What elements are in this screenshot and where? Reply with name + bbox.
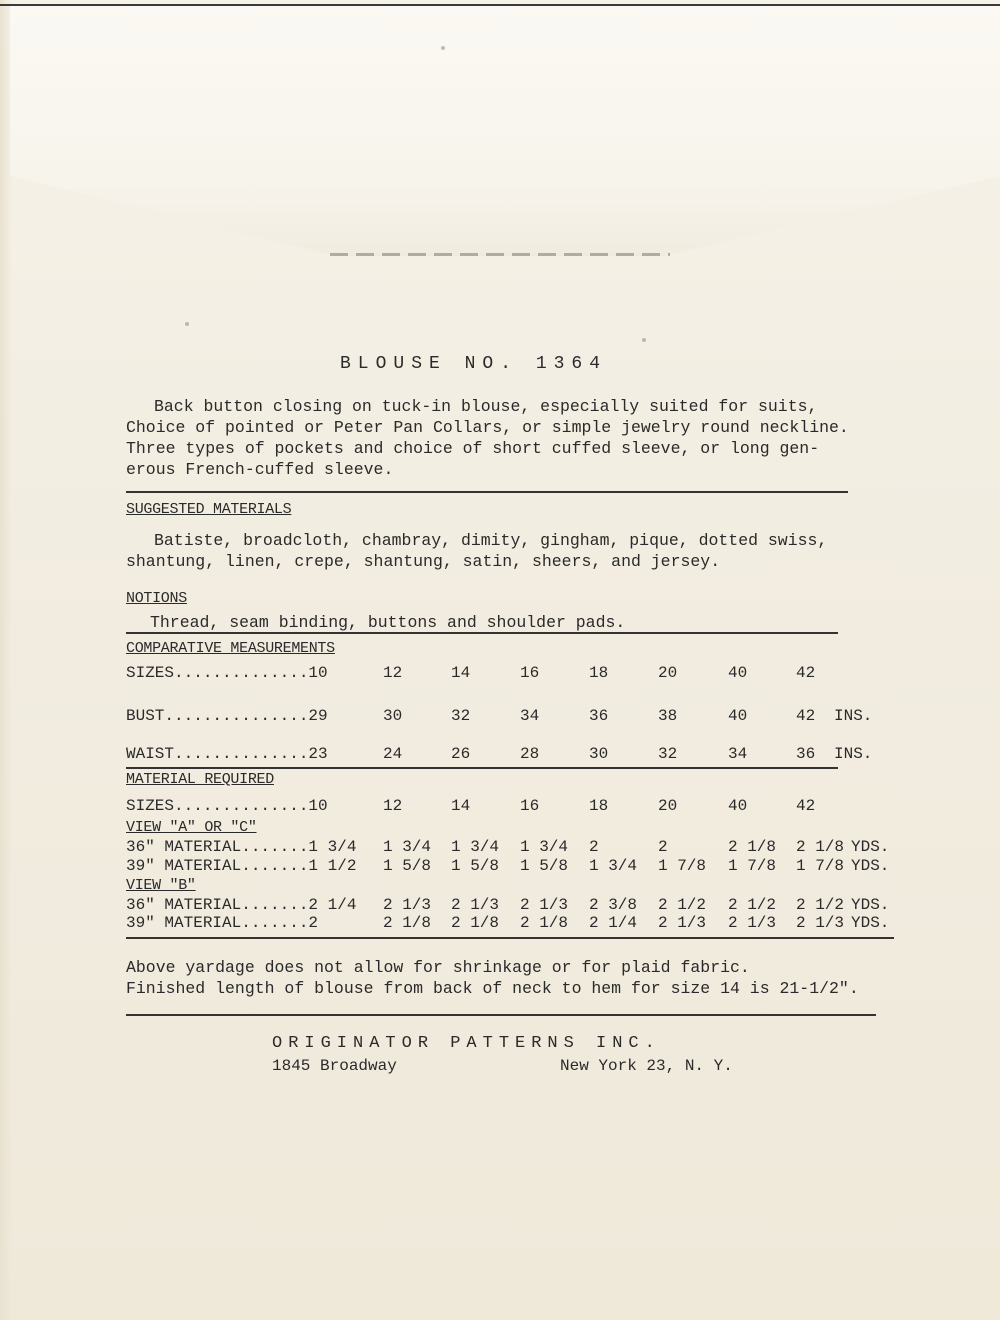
size-value: 16 bbox=[520, 664, 540, 682]
bust-value: 40 bbox=[728, 707, 748, 725]
waist-value: 36 bbox=[796, 745, 816, 763]
divider bbox=[126, 632, 838, 634]
yardage-value: 1 7/8 bbox=[658, 857, 707, 875]
view-ac-36-label: 36" MATERIAL.......1 3/4 bbox=[126, 838, 357, 856]
notions-text: Thread, seam binding, buttons and shoulder pads. bbox=[150, 613, 626, 632]
yardage-value: 1 3/4 bbox=[383, 838, 432, 856]
yardage-unit: YDS. bbox=[851, 857, 890, 875]
view-b-36-label: 36" MATERIAL.......2 1/4 bbox=[126, 896, 357, 914]
divider bbox=[126, 1014, 876, 1016]
size-value: 40 bbox=[728, 797, 748, 815]
size-value: 18 bbox=[589, 797, 609, 815]
bust-value: 38 bbox=[658, 707, 678, 725]
materials-line-2: shantung, linen, crepe, shantung, satin, sheers, and jersey. bbox=[126, 552, 721, 571]
yardage-value: 2 1/3 bbox=[796, 914, 845, 932]
notions-heading: NOTIONS bbox=[126, 590, 187, 607]
description-line-1: Back button closing on tuck-in blouse, especially suited for suits, bbox=[154, 397, 818, 416]
yardage-value: 1 7/8 bbox=[728, 857, 777, 875]
comparative-measurements-heading: COMPARATIVE MEASUREMENTS bbox=[126, 640, 335, 657]
waist-unit: INS. bbox=[834, 745, 873, 763]
envelope-flap bbox=[10, 6, 1000, 256]
size-value: 20 bbox=[658, 664, 678, 682]
yardage-value: 2 1/8 bbox=[520, 914, 569, 932]
top-edge-line bbox=[0, 4, 1000, 6]
paper-speck bbox=[441, 46, 445, 50]
description-line-4: erous French-cuffed sleeve. bbox=[126, 460, 394, 479]
yardage-value: 1 5/8 bbox=[383, 857, 432, 875]
materials-line-1: Batiste, broadcloth, chambray, dimity, gingham, pique, dotted swiss, bbox=[154, 531, 828, 550]
divider bbox=[126, 491, 848, 493]
waist-value: 28 bbox=[520, 745, 540, 763]
sizes-label: SIZES..............10 bbox=[126, 664, 328, 682]
paper-speck bbox=[185, 322, 189, 326]
bust-value: 30 bbox=[383, 707, 403, 725]
waist-label: WAIST..............23 bbox=[126, 745, 328, 763]
yardage-value: 2 1/8 bbox=[383, 914, 432, 932]
yardage-value: 2 1/2 bbox=[728, 896, 777, 914]
bust-value: 36 bbox=[589, 707, 609, 725]
yardage-value: 1 3/4 bbox=[589, 857, 638, 875]
description-line-3: Three types of pockets and choice of short cuffed sleeve, or long gen- bbox=[126, 439, 820, 458]
bust-value: 32 bbox=[451, 707, 471, 725]
company-name: ORIGINATOR PATTERNS INC. bbox=[272, 1034, 661, 1053]
description-line-2: Choice of pointed or Peter Pan Collars, or simple jewelry round neckline. bbox=[126, 418, 849, 437]
bust-value: 42 bbox=[796, 707, 816, 725]
divider bbox=[126, 937, 894, 939]
view-ac-39-label: 39" MATERIAL.......1 1/2 bbox=[126, 857, 357, 875]
suggested-materials-heading: SUGGESTED MATERIALS bbox=[126, 501, 292, 518]
yardage-value: 2 1/8 bbox=[728, 838, 777, 856]
size-value: 42 bbox=[796, 664, 816, 682]
yardage-value: 2 1/4 bbox=[589, 914, 638, 932]
note-shrinkage: Above yardage does not allow for shrinkage or for plaid fabric. bbox=[126, 958, 750, 977]
waist-value: 34 bbox=[728, 745, 748, 763]
note-finished-length: Finished length of blouse from back of neck to hem for size 14 is 21-1/2". bbox=[126, 979, 859, 998]
yardage-value: 2 1/8 bbox=[796, 838, 845, 856]
yardage-value: 2 1/3 bbox=[520, 896, 569, 914]
yardage-unit: YDS. bbox=[851, 914, 890, 932]
view-b-39-label: 39" MATERIAL.......2 bbox=[126, 914, 319, 932]
yardage-value: 2 3/8 bbox=[589, 896, 638, 914]
waist-value: 30 bbox=[589, 745, 609, 763]
size-value: 40 bbox=[728, 664, 748, 682]
yardage-value: 2 bbox=[589, 838, 599, 856]
view-a-or-c-heading: VIEW "A" OR "C" bbox=[126, 819, 257, 836]
yardage-value: 2 1/8 bbox=[451, 914, 500, 932]
size-value: 18 bbox=[589, 664, 609, 682]
edge-shadow bbox=[0, 0, 12, 1320]
view-b-heading: VIEW "B" bbox=[126, 877, 196, 894]
yardage-unit: YDS. bbox=[851, 838, 890, 856]
yardage-value: 2 1/2 bbox=[796, 896, 845, 914]
yardage-value: 2 1/3 bbox=[658, 914, 707, 932]
yardage-value: 1 5/8 bbox=[520, 857, 569, 875]
yardage-value: 1 3/4 bbox=[451, 838, 500, 856]
bust-value: 34 bbox=[520, 707, 540, 725]
company-street: 1845 Broadway bbox=[272, 1057, 397, 1075]
size-value: 42 bbox=[796, 797, 816, 815]
yardage-value: 2 1/3 bbox=[728, 914, 777, 932]
yardage-value: 2 1/2 bbox=[658, 896, 707, 914]
paper-speck bbox=[642, 338, 646, 342]
company-city: New York 23, N. Y. bbox=[560, 1057, 733, 1075]
size-value: 14 bbox=[451, 664, 471, 682]
yardage-value: 2 bbox=[658, 838, 668, 856]
flap-tape-mark bbox=[330, 253, 670, 256]
yardage-value: 1 5/8 bbox=[451, 857, 500, 875]
sizes-label: SIZES..............10 bbox=[126, 797, 328, 815]
waist-value: 24 bbox=[383, 745, 403, 763]
size-value: 16 bbox=[520, 797, 540, 815]
yardage-value: 2 1/3 bbox=[451, 896, 500, 914]
waist-value: 26 bbox=[451, 745, 471, 763]
yardage-value: 2 1/3 bbox=[383, 896, 432, 914]
size-value: 12 bbox=[383, 797, 403, 815]
yardage-value: 1 3/4 bbox=[520, 838, 569, 856]
yardage-value: 1 7/8 bbox=[796, 857, 845, 875]
material-required-heading: MATERIAL REQUIRED bbox=[126, 771, 274, 788]
bust-label: BUST...............29 bbox=[126, 707, 328, 725]
size-value: 12 bbox=[383, 664, 403, 682]
waist-value: 32 bbox=[658, 745, 678, 763]
yardage-unit: YDS. bbox=[851, 896, 890, 914]
size-value: 20 bbox=[658, 797, 678, 815]
bust-unit: INS. bbox=[834, 707, 873, 725]
divider bbox=[126, 767, 838, 769]
size-value: 14 bbox=[451, 797, 471, 815]
pattern-title: BLOUSE NO. 1364 bbox=[340, 354, 608, 374]
